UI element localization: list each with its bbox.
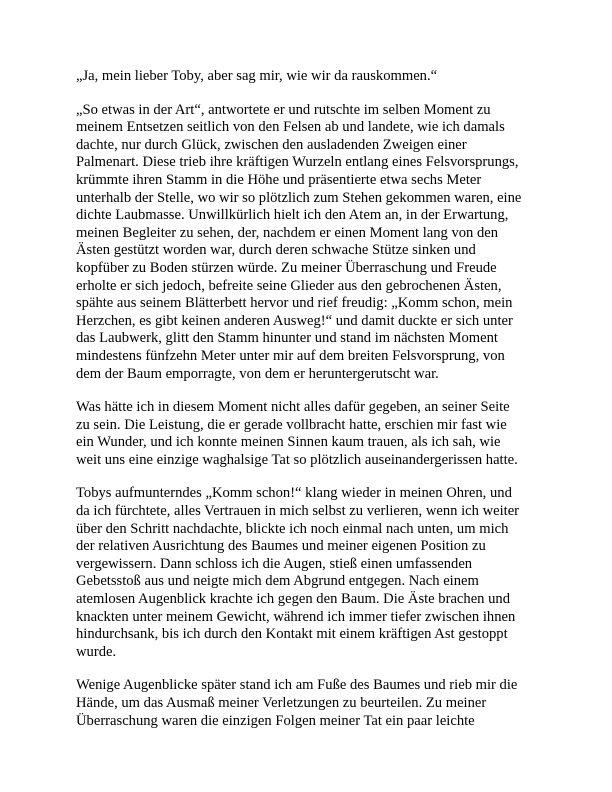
text-line: hindurchsank, bis ich durch den Kontakt mit einem kräftigen Ast gestoppt bbox=[76, 626, 508, 643]
text-line: ein Wunder, und ich konnte meinen Sinnen kaum trauen, als ich sah, wie bbox=[76, 434, 501, 451]
text-line: Wenige Augenblicke später stand ich am Fuße des Baumes und rieb mir die bbox=[76, 677, 518, 694]
text-line: unterhalb der Stelle, wo wir so plötzlich zum Stehen gekommen waren, eine bbox=[76, 189, 522, 206]
text-line: das Laubwerk, glitt den Stamm hinunter und stand im nächsten Moment bbox=[76, 330, 498, 347]
text-line: weit uns eine einzige waghalsige Tat so plötzlich auseinandergerissen hatte. bbox=[76, 451, 518, 468]
text-line: zu sein. Die Leistung, die er gerade vollbracht hatte, erschien mir fast wie bbox=[76, 416, 507, 433]
text-line: Gebetsstoß aus und neigte mich dem Abgrund entgegen. Nach einem bbox=[76, 573, 479, 590]
body-text bbox=[76, 68, 538, 746]
text-line: Tobys aufmunterndes „Komm schon!“ klang wieder in meinen Ohren, und bbox=[76, 485, 512, 502]
text-line: kopfüber zu Boden stürzen würde. Zu meiner Überraschung und Freude bbox=[76, 259, 497, 276]
paragraph bbox=[76, 68, 538, 86]
text-line: Was hätte ich in diesem Moment nicht alles dafür gegeben, an seiner Seite bbox=[76, 399, 510, 416]
text-line: der relativen Ausrichtung des Baumes und meiner eigenen Position zu bbox=[76, 538, 486, 555]
text-line: „Ja, mein lieber Toby, aber sag mir, wie wir da rauskommen.“ bbox=[76, 68, 438, 84]
text-line: Ästen gestützt worden war, durch deren schwache Stütze sinken und bbox=[76, 242, 476, 259]
paragraph bbox=[76, 677, 538, 730]
text-line: dachte, nur durch Glück, zwischen den ausladenden Zweigen einer bbox=[76, 136, 467, 153]
paragraph bbox=[76, 485, 538, 661]
text-line: da ich fürchtete, alles Vertrauen in mich selbst zu verlieren, wenn ich weiter bbox=[76, 503, 520, 520]
text-line: mindestens fünfzehn Meter unter mir auf dem breiten Felsvorsprung, von bbox=[76, 347, 505, 364]
text-line: Palmenart. Diese trieb ihre kräftigen Wurzeln entlang eines Felsvorsprungs, bbox=[76, 154, 519, 171]
text-line: wurde. bbox=[76, 643, 117, 660]
paragraph bbox=[76, 102, 538, 384]
text-line: vergewissern. Dann schloss ich die Augen, stieß einen umfassenden bbox=[76, 555, 473, 572]
text-line: über den Schritt nachdachte, blickte ich noch einmal nach unten, um mich bbox=[76, 520, 509, 537]
text-line: meinem Entsetzen seitlich von den Felsen ab und landete, wie ich damals bbox=[76, 119, 505, 136]
paragraph bbox=[76, 399, 538, 469]
text-line: Herzchen, es gibt keinen anderen Ausweg!“ und damit duckte er sich unter bbox=[76, 312, 513, 329]
text-line: Hände, um das Ausmaß meiner Verletzungen zu beurteilen. Zu meiner bbox=[76, 695, 487, 711]
text-line: krümmte ihren Stamm in die Höhe und präsentierte etwa sechs Meter bbox=[76, 171, 482, 188]
text-line: erholte er sich jedoch, befreite seine Glieder aus den gebrochenen Ästen, bbox=[76, 277, 502, 294]
text-line: dichte Laubmasse. Unwillkürlich hielt ich den Atem an, in der Erwartung, bbox=[76, 207, 509, 224]
text-line: „So etwas in der Art“, antwortete er und rutschte im selben Moment zu bbox=[76, 101, 491, 118]
text-line: Überraschung waren die einzigen Folgen meiner Tat ein paar leichte bbox=[76, 712, 475, 729]
text-line: dem der Baum emporragte, von dem er heruntergerutscht war. bbox=[76, 365, 439, 382]
text-line: knackten unter meinem Gewicht, während ich immer tiefer zwischen ihnen bbox=[76, 608, 516, 625]
text-line: atemlosen Augenblick krachte ich gegen den Baum. Die Äste brachen und bbox=[76, 591, 511, 608]
text-line: spähte aus seinem Blätterbett hervor und rief freudig: „Komm schon, mein bbox=[76, 295, 513, 312]
text-line: meinen Begleiter zu sehen, der, nachdem er einen Moment lang von den bbox=[76, 224, 499, 241]
